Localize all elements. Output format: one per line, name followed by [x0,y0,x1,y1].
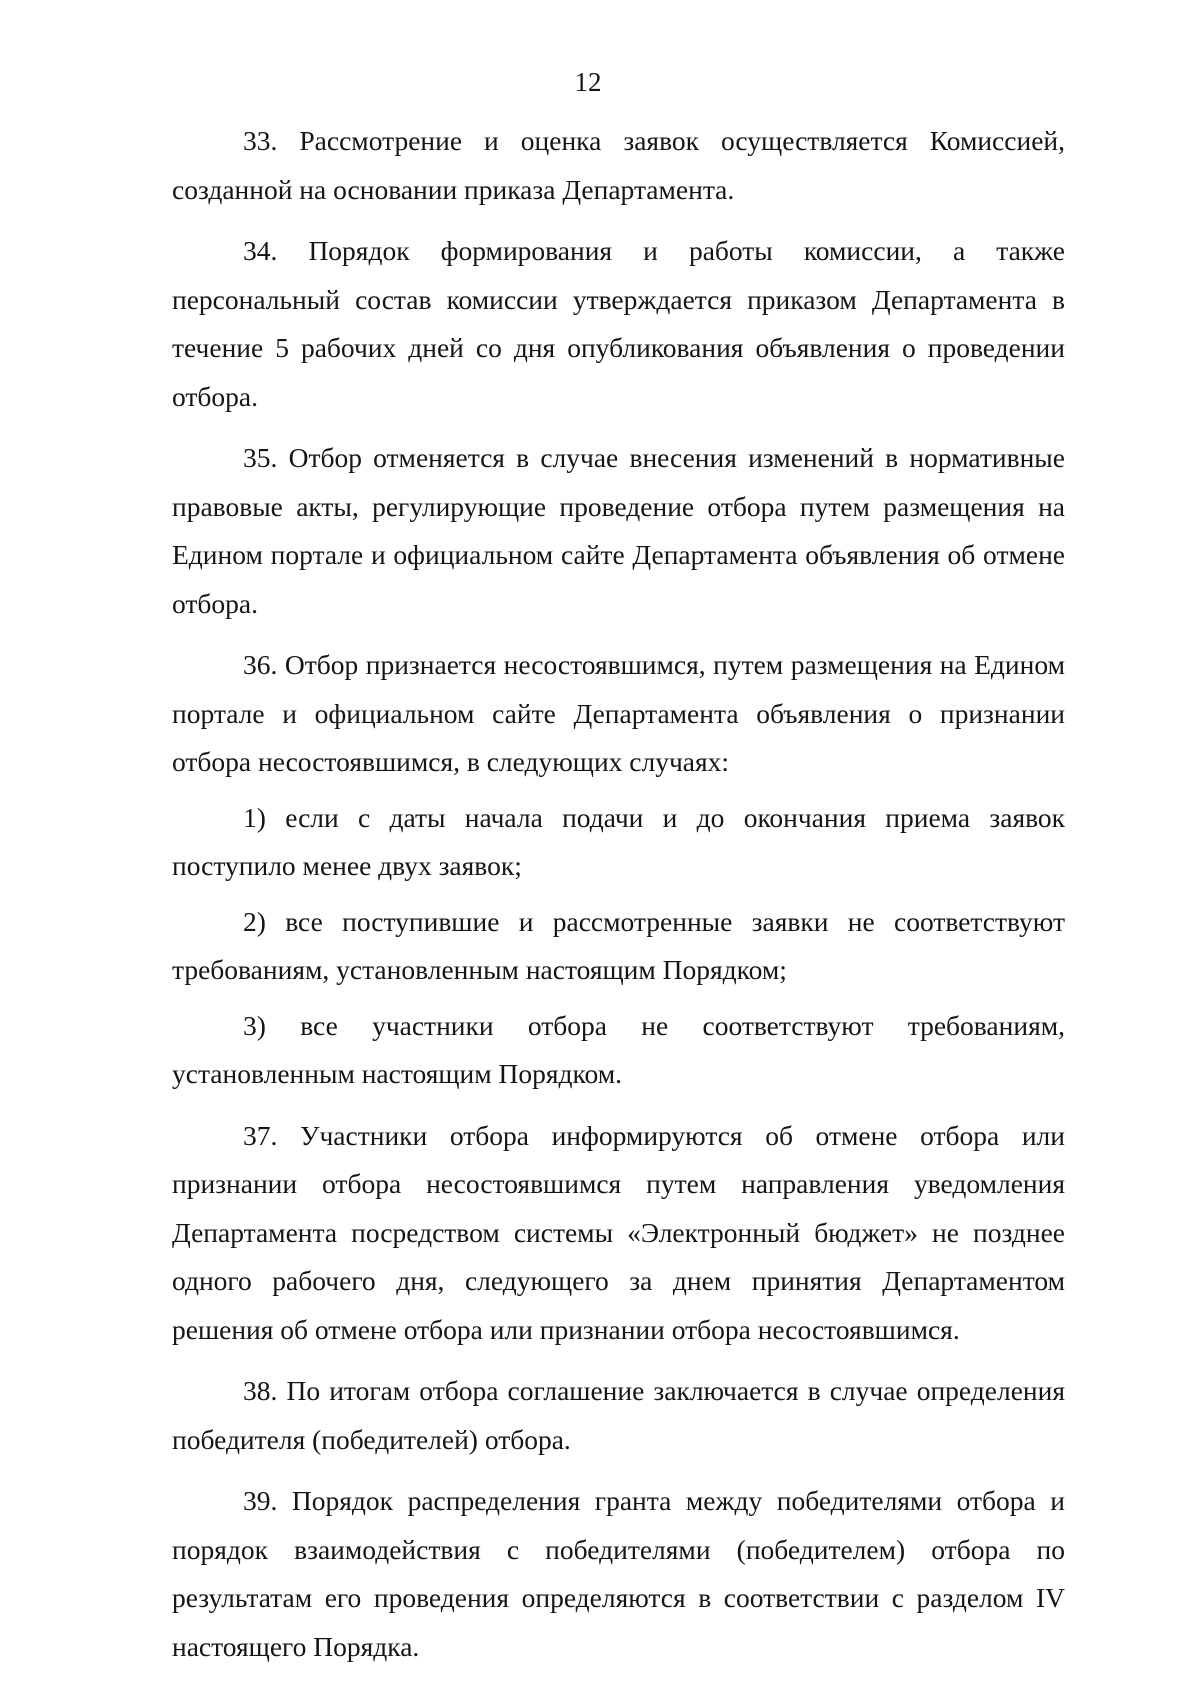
paragraph-34: 34. Порядок формирования и работы комиссии, а также персональный состав комиссии утверждается приказом Департамента в течение 5 рабочих дней со дня опубликования объявления о проведении отбора. [172,235,1065,412]
page-number: 12 [574,67,602,97]
list-item-2: 2) все поступившие и рассмотренные заявки не соответствуют требованиям, установленным настоящим Порядком; [172,905,1065,985]
document-body [172,117,1065,1684]
paragraph-33: 33. Рассмотрение и оценка заявок осуществляется Комиссией, созданной на основании приказа Департамента. [172,125,1065,205]
paragraph-37: 37. Участники отбора информируются об отмене отбора или признании отбора несостоявшимся путем направления уведомления Департамента посредством системы «Электронный бюджет» не позднее одного рабочего дня, следующего за днем принятия Департаментом решения об отмене отбора или признании отбора несостоявшимся. [172,1119,1065,1345]
paragraph-39: 39. Порядок распределения гранта между победителями отбора и порядок взаимодействия с победителями (победителем) отбора по результатам его проведения определяются в соответствии с разделом IV настоящего Порядка. [172,1485,1065,1662]
list-item-1: 1) если с даты начала подачи и до окончания приема заявок поступило менее двух заявок; [172,801,1065,881]
paragraph-38: 38. По итогам отбора соглашение заключается в случае определения победителя (победителей) отбора. [172,1375,1065,1455]
list-item-3: 3) все участники отбора не соответствуют требованиям, установленным настоящим Порядком. [172,1009,1065,1089]
paragraph-36: 36. Отбор признается несостоявшимся, путем размещения на Едином портале и официальном сайте Департамента объявления о признании отбора несостоявшимся, в следующих случаях: [172,649,1065,777]
paragraph-35: 35. Отбор отменяется в случае внесения изменений в нормативные правовые акты, регулирующие проведение отбора путем размещения на Едином портале и официальном сайте Департамента объявления об отмене отбора. [172,442,1065,619]
